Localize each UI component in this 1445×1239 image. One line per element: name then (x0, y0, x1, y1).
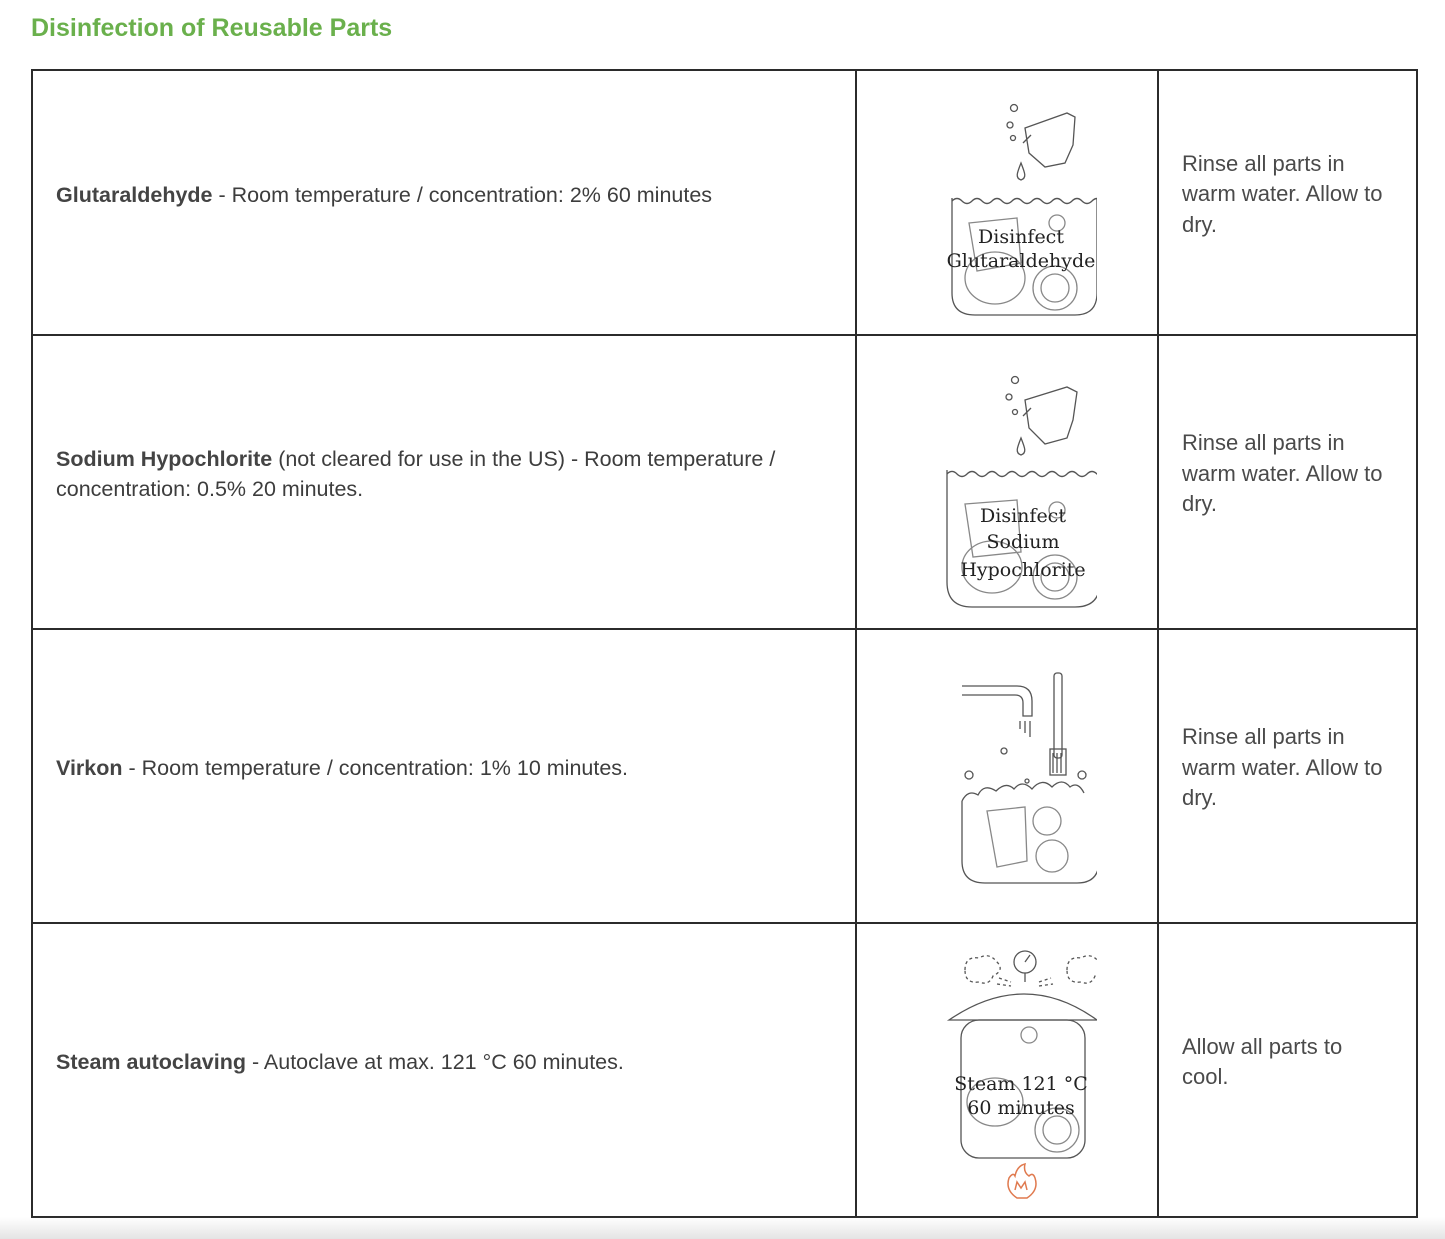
page-title: Disinfection of Reusable Parts (31, 14, 393, 42)
method-name: Steam autoclaving (56, 1050, 246, 1074)
method-detail: - Room temperature / concentration: 2% 60 minutes (212, 182, 713, 207)
method-detail: - Room temperature / concentration: 1% 10 minutes. (122, 756, 629, 780)
illustration-label-line: Disinfect (980, 505, 1066, 527)
beaker-pour-icon (917, 83, 1097, 323)
method-name: Glutaraldehyde (56, 182, 213, 207)
method-name: Sodium Hypochlorite (56, 447, 273, 471)
illustration-cell (856, 70, 1158, 335)
method-qualifier: (not cleared for use in the US) (272, 447, 565, 471)
beaker-pour-icon (917, 352, 1097, 612)
method-cell (32, 923, 856, 1217)
method-detail: - Room temperature / concentration: 0.5% 20 minutes. (56, 447, 776, 501)
method-detail: - Autoclave at max. 121 °C 60 minutes. (245, 1050, 624, 1074)
illustration-label-line: Disinfect (978, 225, 1064, 248)
rinse-note: Rinse all parts in warm water. Allow to dry. (1182, 150, 1383, 237)
cool-note: Allow all parts to cool. (1182, 1033, 1343, 1089)
note-cell (1158, 335, 1417, 629)
table-row (32, 70, 1417, 335)
illustration-label-line: Hypochlorite (960, 559, 1086, 581)
flame-icon (1008, 1164, 1036, 1198)
faucet-brush-wash-icon (917, 661, 1097, 891)
illustration-cell (856, 923, 1158, 1217)
illustration-cell (856, 335, 1158, 629)
note-cell (1158, 629, 1417, 923)
table-row (32, 335, 1417, 629)
table-row (32, 923, 1417, 1217)
method-description (33, 1047, 855, 1077)
autoclave-pot-icon (917, 940, 1097, 1200)
illustration-label-line: Steam 121 °C (954, 1073, 1088, 1095)
illustration-label-line: Glutaraldehyde (946, 249, 1096, 272)
method-description (33, 444, 855, 504)
disinfection-table (31, 69, 1418, 1218)
note-cell (1158, 70, 1417, 335)
illustration-label-line: Sodium (986, 531, 1060, 553)
method-cell (32, 335, 856, 629)
method-description (33, 180, 855, 210)
table-row (32, 629, 1417, 923)
note-cell (1158, 923, 1417, 1217)
bottom-shadow (0, 1217, 1445, 1239)
method-description (33, 753, 855, 783)
illustration-label-line: 60 minutes (967, 1097, 1075, 1119)
method-cell (32, 70, 856, 335)
method-cell (32, 629, 856, 923)
illustration-cell (856, 629, 1158, 923)
rinse-note: Rinse all parts in warm water. Allow to dry. (1182, 430, 1383, 517)
rinse-note: Rinse all parts in warm water. Allow to dry. (1182, 724, 1383, 811)
method-name: Virkon (56, 756, 123, 780)
